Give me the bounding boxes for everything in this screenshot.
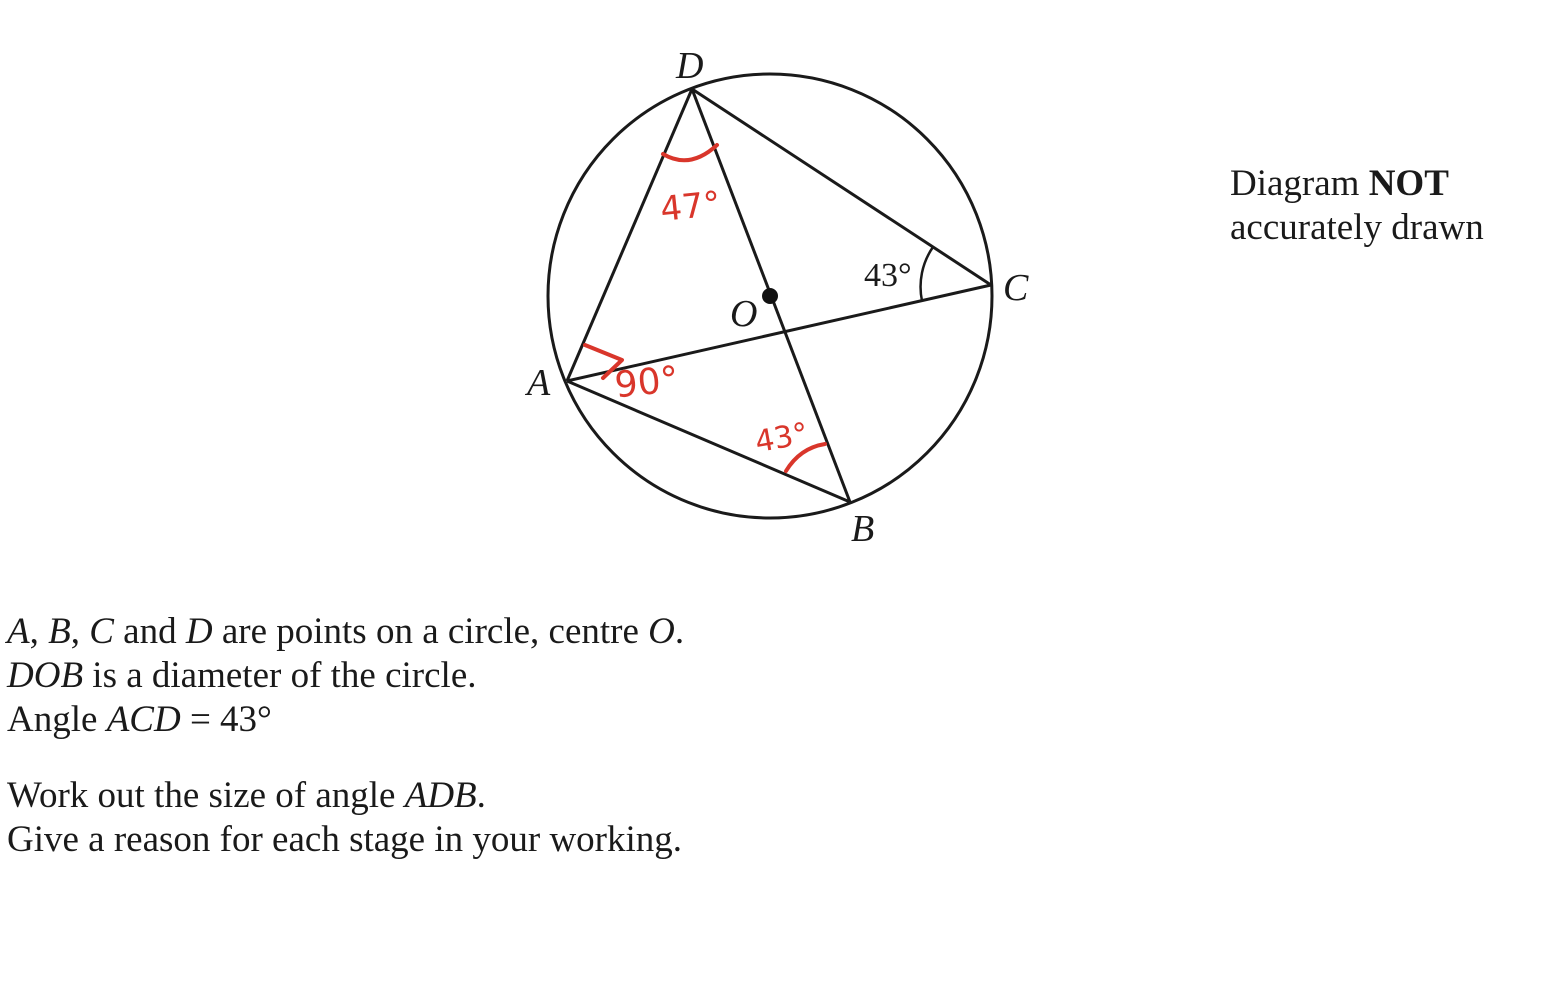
text-D: D <box>185 611 213 652</box>
text-sep: , <box>29 611 49 652</box>
hand-arc-D <box>663 145 717 160</box>
hand-label-D: 47° <box>658 183 723 230</box>
text-C: C <box>89 611 114 652</box>
note-line-2: accurately drawn <box>1230 207 1484 248</box>
hand-label-A: 90° <box>612 359 681 407</box>
segment-AD <box>567 89 692 381</box>
text-sep: . <box>674 611 685 652</box>
angle-arc-C <box>921 247 933 301</box>
angle-label-ACD: 43° <box>864 257 912 294</box>
label-A: A <box>527 362 551 404</box>
spacer <box>7 742 684 774</box>
question-line-3 <box>7 698 684 742</box>
question-line-4 <box>7 774 684 818</box>
diagram-note <box>1230 162 1484 250</box>
text-sep: are points on a circle, centre <box>212 611 649 652</box>
note-bold: NOT <box>1368 163 1449 204</box>
text-sep: Work out the size of angle <box>7 775 405 816</box>
label-B: B <box>851 508 875 550</box>
text-DOB: DOB <box>7 655 84 696</box>
centre-point-O <box>762 288 778 304</box>
text-ACD: ACD <box>106 699 181 740</box>
text-sep: . <box>476 775 486 816</box>
note-line-1 <box>1230 162 1484 206</box>
label-C: C <box>1003 267 1029 309</box>
question-line-2 <box>7 654 684 698</box>
label-O: O <box>730 293 758 335</box>
text-sep: = 43° <box>180 699 272 740</box>
hand-label-B: 43° <box>752 416 811 461</box>
question-line-5 <box>7 818 684 862</box>
text-O: O <box>648 611 675 652</box>
text-sep: Angle <box>7 699 107 740</box>
text-ADB: ADB <box>404 775 477 816</box>
text-A: A <box>7 611 30 652</box>
text-sep: , <box>70 611 90 652</box>
note-prefix: Diagram <box>1230 163 1369 204</box>
segment-DC <box>692 89 991 285</box>
text-B: B <box>48 611 71 652</box>
text-sep: is a diameter of the circle. <box>83 655 477 696</box>
question-line-1 <box>7 610 684 654</box>
label-D: D <box>676 45 704 87</box>
text-sep: and <box>113 611 186 652</box>
question-text <box>7 610 684 862</box>
text-sep: Give a reason for each stage in your working. <box>7 819 683 860</box>
